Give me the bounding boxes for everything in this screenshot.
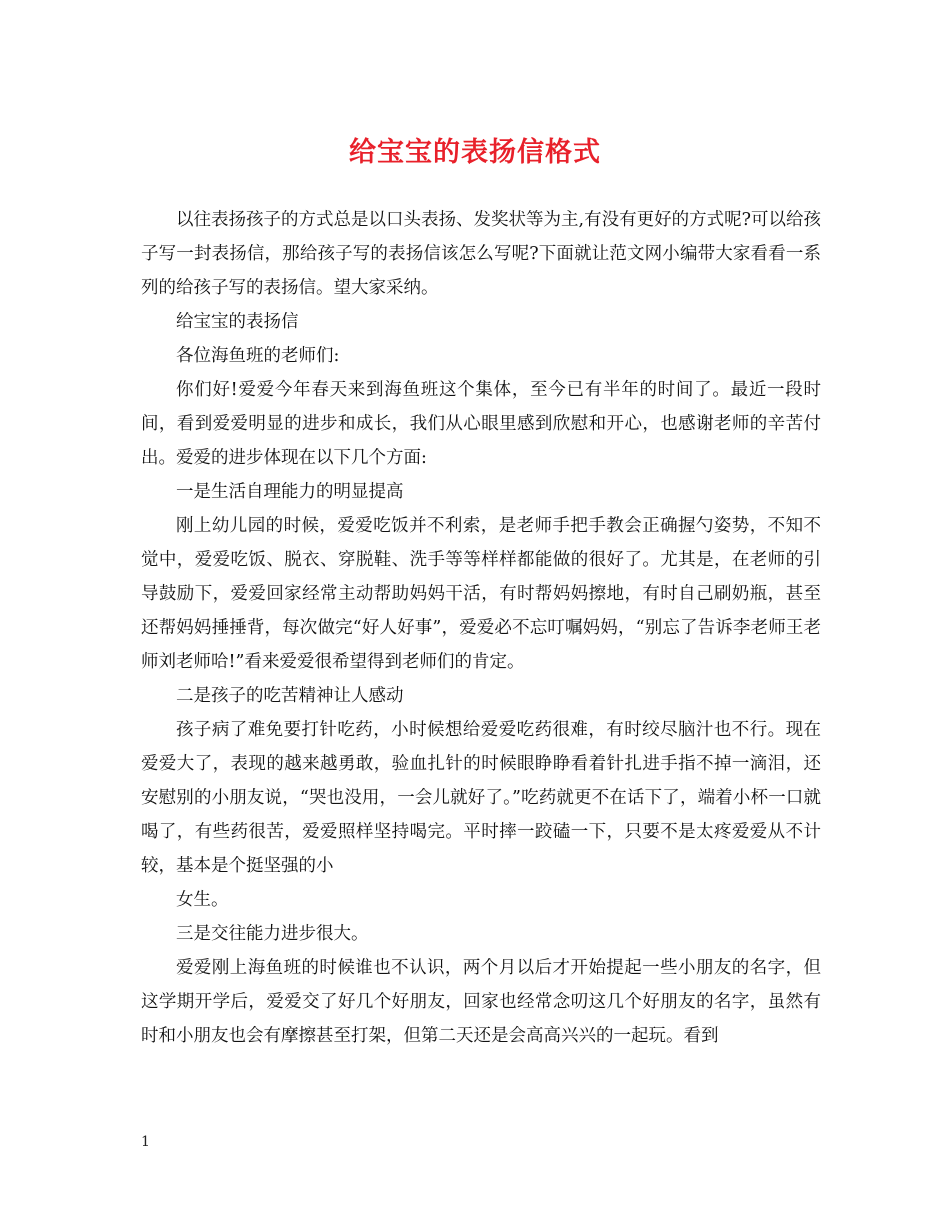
section-heading: 二是孩子的吃苦精神让人感动 [176,686,404,706]
document-title: 给宝宝的表扬信格式 [349,137,601,168]
section-heading: 一是生活自理能力的明显提高 [176,482,404,502]
section-heading: 三是交往能力进步很大。 [176,924,369,944]
document-body [141,203,821,1053]
letter-paragraph: 爱爱刚上海鱼班的时候谁也不认识，两个月以后才开始提起一些小朋友的名字，但这学期开学后，爱爱交了好几个好朋友，回家也经常念叨这几个好朋友的名字，虽然有时和小朋友也会有摩擦甚至打架，但第二天还是会高高兴兴的一起玩。看到 [141,958,821,1046]
letter-paragraph: 女生。 [176,890,229,910]
letter-heading: 给宝宝的表扬信 [176,312,299,332]
intro-paragraph: 以往表扬孩子的方式总是以口头表扬、发奖状等为主,有没有更好的方式呢?可以给孩子写一封表扬信，那给孩子写的表扬信该怎么写呢?下面就让范文网小编带大家看看一系列的给孩子写的表扬信。望大家采纳。 [141,210,821,298]
letter-paragraph: 孩子病了难免要打针吃药，小时候想给爱爱吃药很难，有时绞尽脑汁也不行。现在爱爱大了，表现的越来越勇敢，验血扎针的时候眼睁睁看着针扎进手指不掉一滴泪，还安慰别的小朋友说，“哭也没用，一会儿就好了。”吃药就更不在话下了，端着小杯一口就喝了，有些药很苦，爱爱照样坚持喝完。平时摔一跤磕一下，只要不是太疼爱爱从不计较，基本是个挺坚强的小 [141,720,821,876]
salutation: 各位海鱼班的老师们: [176,346,340,366]
page-number: 1 [141,1134,150,1150]
letter-paragraph: 刚上幼儿园的时候，爱爱吃饭并不利索，是老师手把手教会正确握勺姿势，不知不觉中，爱爱吃饭、脱衣、穿脱鞋、洗手等等样样都能做的很好了。尤其是，在老师的引导鼓励下，爱爱回家经常主动帮助妈妈干活，有时帮妈妈擦地，有时自己刷奶瓶，甚至还帮妈妈捶捶背，每次做完“好人好事”，爱爱必不忘叮嘱妈妈，“别忘了告诉李老师王老师刘老师哈!”看来爱爱很希望得到老师们的肯定。 [141,516,821,672]
letter-paragraph: 你们好!爱爱今年春天来到海鱼班这个集体，至今已有半年的时间了。最近一段时间，看到爱爱明显的进步和成长，我们从心眼里感到欣慰和开心，也感谢老师的辛苦付出。爱爱的进步体现在以下几个方面: [141,380,821,468]
